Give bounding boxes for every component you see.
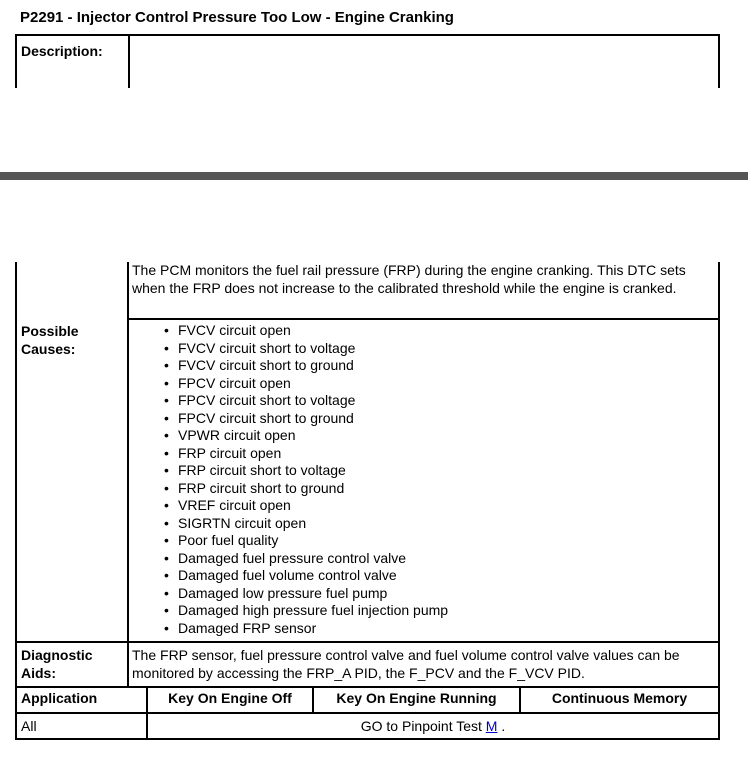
page-title: P2291 - Injector Control Pressure Too Low - Engine Cranking [20,9,454,26]
header-key-on-engine-running: Key On Engine Running [336,690,497,706]
pinpoint-test-prefix: GO to Pinpoint Test [360,718,486,734]
cause-item: • FPCV circuit open [162,375,448,393]
cause-item: • Poor fuel quality [162,532,448,550]
application-value: All [21,718,37,734]
pinpoint-test-link[interactable]: M [485,718,498,734]
table-bottom-border [15,738,720,740]
possible-causes-list [162,322,448,637]
row-divider [15,641,720,643]
header-continuous-memory: Continuous Memory [551,690,688,706]
column-divider [128,36,130,88]
page-break-divider [0,172,748,180]
diagnostic-aids-text: The FRP sensor, fuel pressure control valve and fuel volume control valve values can be monitored by accessing the FRP_A PID, the F_PCV and the F_VCV PID. [132,647,680,681]
cause-item: • Damaged fuel volume control valve [162,567,448,585]
row-divider [15,712,720,714]
cause-item: • FRP circuit short to ground [162,480,448,498]
diagnostic-aids-label: Diagnostic Aids: [21,647,93,681]
description-box-header [15,34,720,88]
cause-item: • FVCV circuit short to voltage [162,340,448,358]
cause-item: • VPWR circuit open [162,427,448,445]
pinpoint-test-suffix: . [497,718,506,734]
header-application: Application [21,690,98,706]
cause-item: • Damaged fuel pressure control valve [162,550,448,568]
description-label: Description: [21,43,103,59]
cause-item: • Damaged low pressure fuel pump [162,585,448,603]
cause-item: • FPCV circuit short to voltage [162,392,448,410]
cause-item: • FRP circuit short to voltage [162,462,448,480]
table-left-border [15,262,17,324]
header-key-on-engine-off: Key On Engine Off [168,690,292,706]
cause-item: • FVCV circuit short to ground [162,357,448,375]
cause-item: • Damaged high pressure fuel injection pump [162,602,448,620]
possible-causes-label: Possible Causes: [21,323,79,357]
label-column-divider [127,262,129,687]
cause-item: • FPCV circuit short to ground [162,410,448,428]
row-divider [127,318,720,320]
cause-item: • SIGRTN circuit open [162,515,448,533]
description-text: The PCM monitors the fuel rail pressure (FRP) during the engine cranking. This DTC sets when the FRP does not increase to the calibrated threshold while the engine is cranked. [132,262,686,296]
table-left-border [15,324,17,740]
cause-item: • FVCV circuit open [162,322,448,340]
table-right-border [718,262,720,318]
table-right-border [718,318,720,740]
cause-item: • Damaged FRP sensor [162,620,448,638]
cause-item: • FRP circuit open [162,445,448,463]
cause-item: • VREF circuit open [162,497,448,515]
pinpoint-test-cell [148,716,718,736]
